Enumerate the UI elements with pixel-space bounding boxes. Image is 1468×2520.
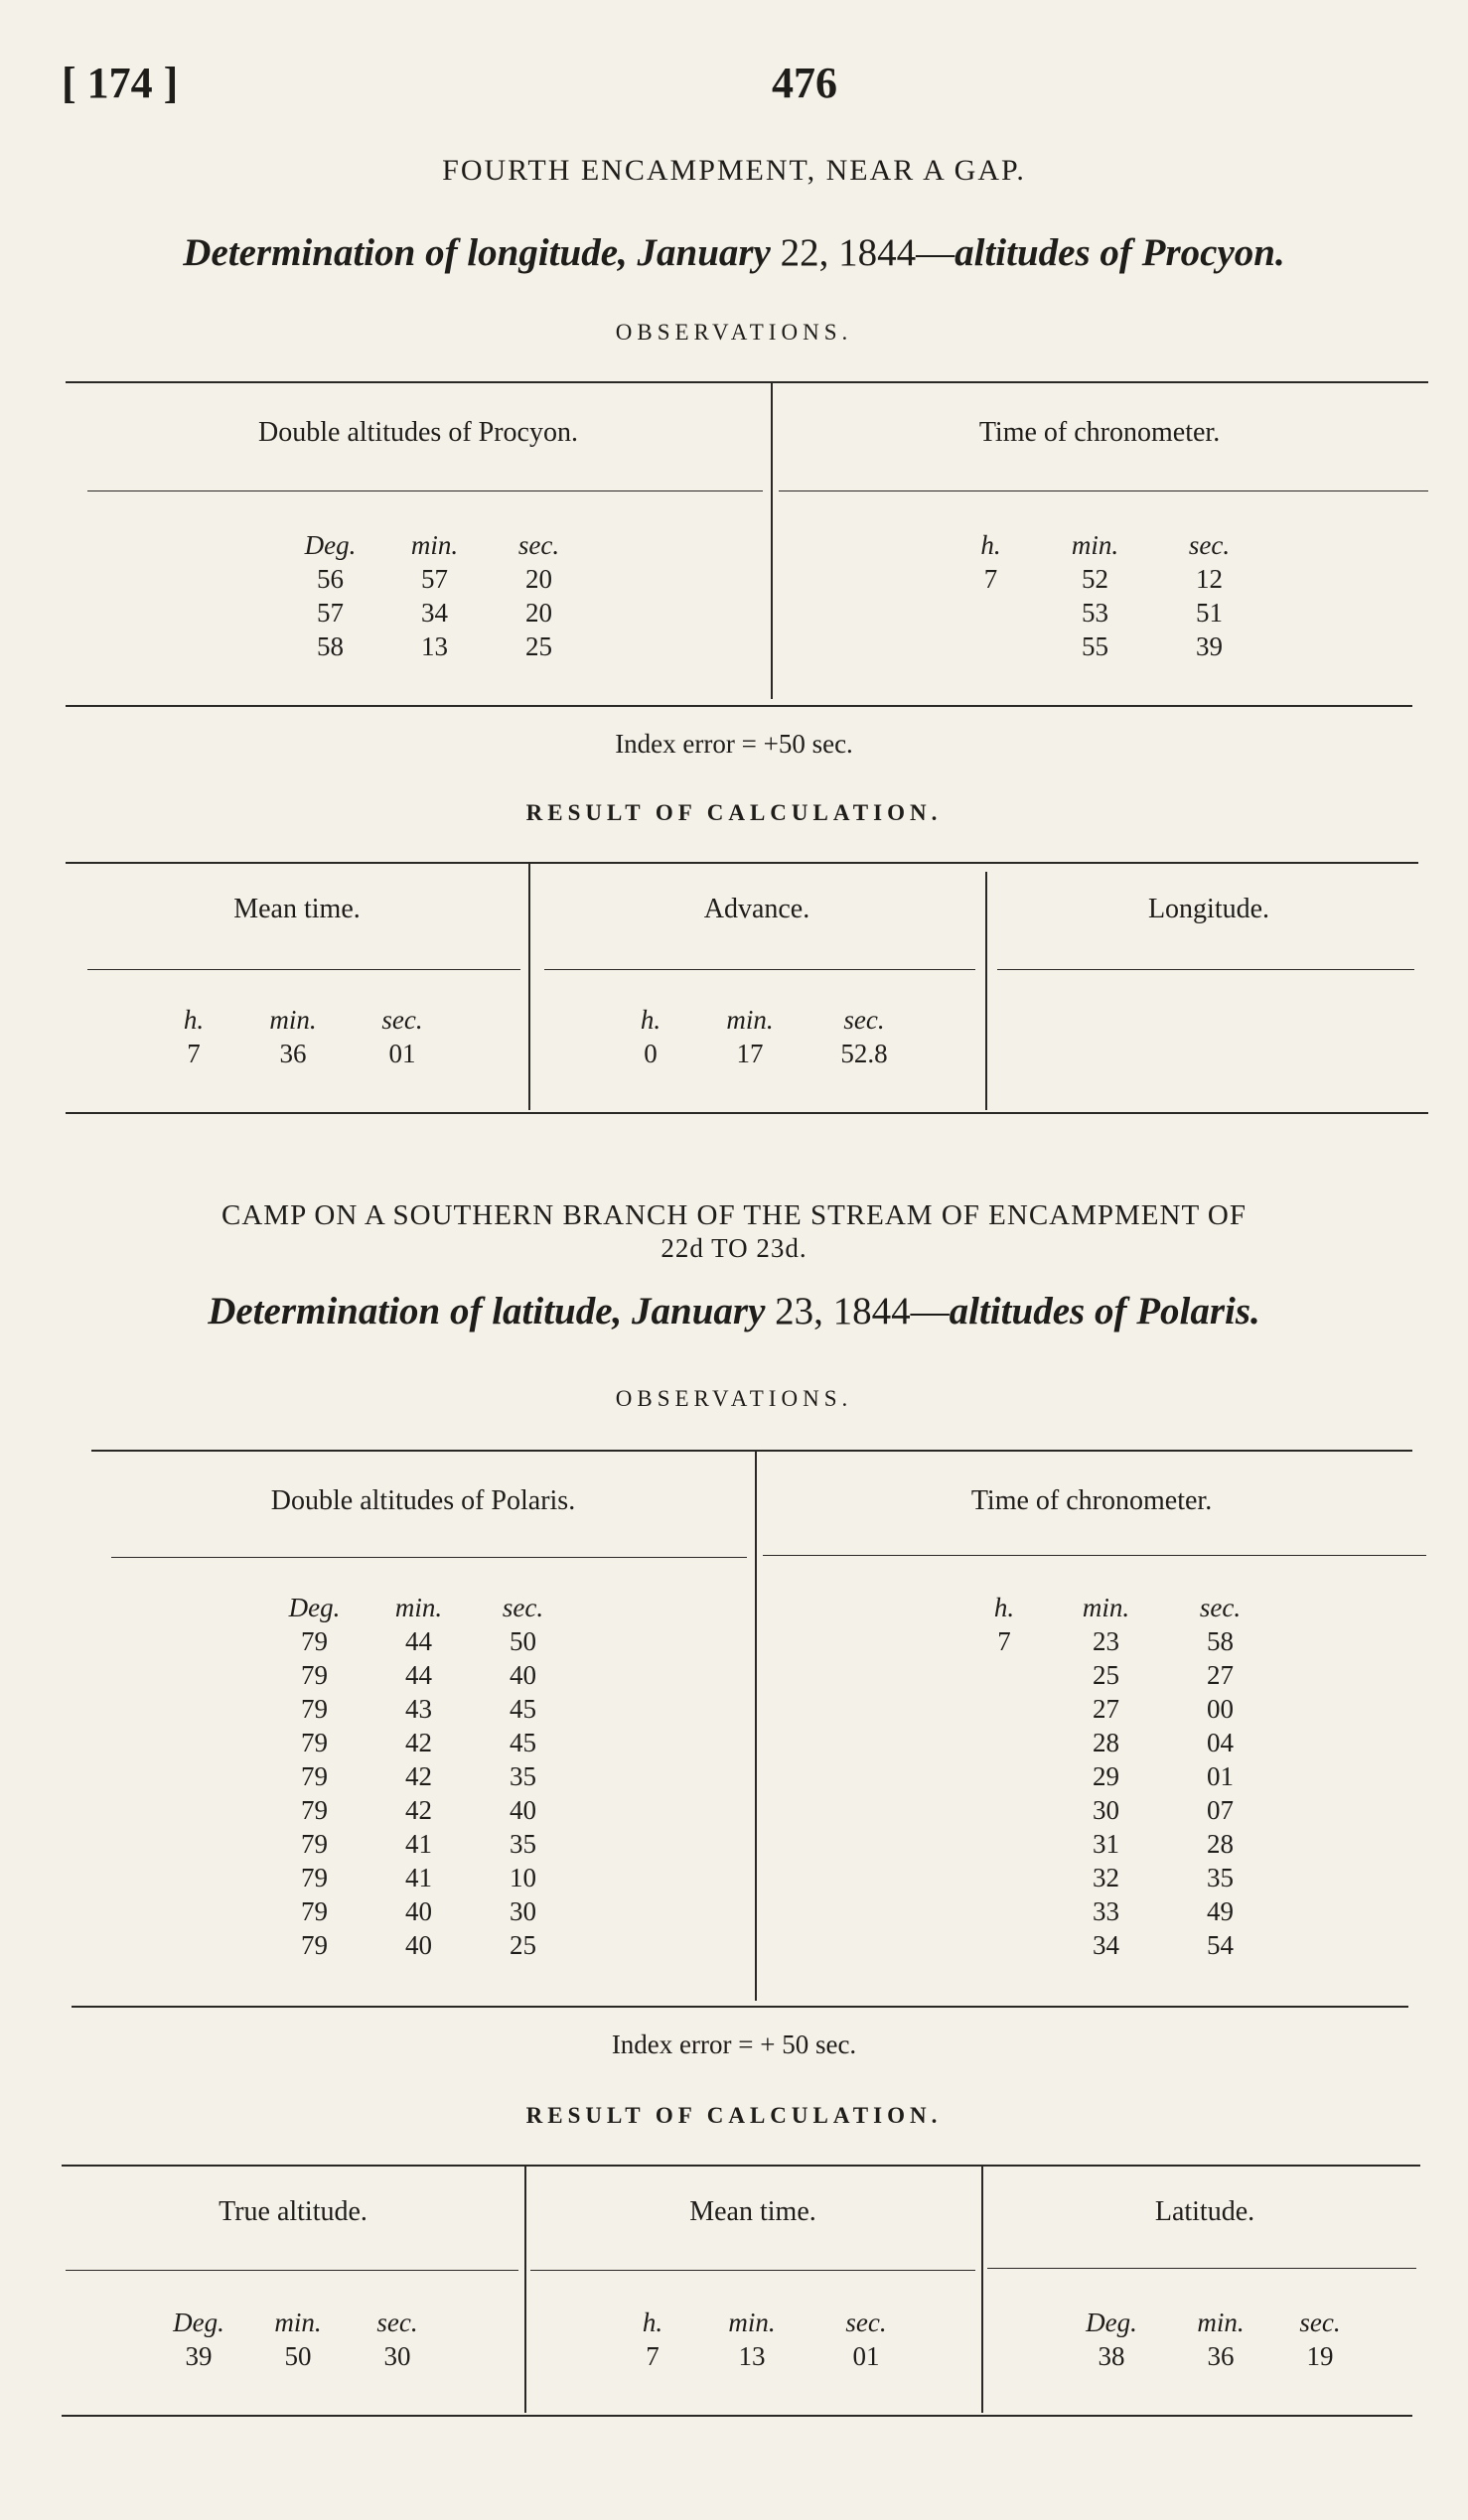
table-row <box>944 596 1266 630</box>
min-cell: 43 <box>405 1693 432 1724</box>
section2-heading-line2: 22d TO 23d. <box>661 1233 807 1263</box>
deg-cell: 79 <box>301 1895 328 1926</box>
min-cell: 42 <box>405 1760 432 1791</box>
units-row <box>959 1591 1277 1624</box>
unit-label: Deg. <box>173 2307 224 2337</box>
table-rule <box>779 490 1428 491</box>
sec-cell: 30 <box>383 2340 411 2371</box>
table-rule <box>111 1557 747 1558</box>
section1-title-part2: 22, 1844— <box>770 231 955 274</box>
unit-label: sec. <box>1199 1592 1242 1622</box>
min-cell: 32 <box>1093 1862 1119 1892</box>
sec-cell: 27 <box>1207 1659 1234 1690</box>
left-column-header: Double altitudes of Polaris. <box>270 1485 576 1516</box>
min-cell: 40 <box>405 1929 432 1960</box>
deg-cell: 79 <box>301 1862 328 1892</box>
table-rule <box>66 862 1418 864</box>
sec-cell: 12 <box>1196 563 1223 594</box>
sec-cell: 35 <box>510 1760 536 1791</box>
table-row <box>959 1692 1277 1726</box>
table-rule <box>66 2270 518 2271</box>
right-data-grid <box>944 528 1266 663</box>
section1-heading: FOURTH ENCAMPMENT, NEAR A GAP. <box>442 154 1026 187</box>
table-row <box>278 596 591 630</box>
page-number: 476 <box>772 59 837 107</box>
unit-label: Deg. <box>1086 2307 1137 2337</box>
sec-cell: 28 <box>1207 1828 1234 1859</box>
min-cell: 33 <box>1093 1895 1119 1926</box>
table-rule <box>763 1555 1426 1556</box>
unit-label: sec. <box>845 2307 887 2337</box>
sec-cell: 07 <box>1207 1794 1234 1825</box>
unit-label: min. <box>269 1004 317 1035</box>
table-row <box>262 1726 575 1759</box>
table-row <box>959 1759 1277 1793</box>
table-row <box>149 1037 457 1070</box>
unit-label: sec. <box>1299 2307 1341 2337</box>
table-row <box>262 1827 575 1861</box>
sec-cell: 20 <box>525 597 552 628</box>
section2-title-part2: 23, 1844— <box>765 1290 950 1332</box>
sec-cell: 52.8 <box>840 1038 888 1068</box>
sec-cell: 01 <box>852 2340 880 2371</box>
mean-time-header: Mean time. <box>233 894 361 924</box>
table-rule <box>66 705 1412 707</box>
unit-label: min. <box>1082 1592 1130 1622</box>
sec-cell: 00 <box>1207 1693 1234 1724</box>
true-altitude-header: True altitude. <box>219 2196 367 2227</box>
min-cell: 28 <box>1093 1727 1119 1757</box>
units-row <box>1057 2306 1365 2339</box>
sec-cell: 35 <box>510 1828 536 1859</box>
min-cell: 55 <box>1082 630 1108 661</box>
table-rule <box>91 1450 1412 1452</box>
units-row <box>606 1003 924 1037</box>
latitude-grid <box>1057 2306 1365 2373</box>
table-row <box>959 1827 1277 1861</box>
unit-label: min. <box>1071 529 1119 560</box>
sec-cell: 40 <box>510 1794 536 1825</box>
table-divider <box>755 1450 757 2001</box>
min-cell: 30 <box>1093 1794 1119 1825</box>
units-row <box>278 528 591 562</box>
unit-label: h. <box>642 2307 663 2337</box>
table-row <box>959 1894 1277 1928</box>
unit-label: sec. <box>376 2307 418 2337</box>
min-cell: 57 <box>421 563 448 594</box>
min-cell: 50 <box>284 2340 312 2371</box>
table-row <box>262 1658 575 1692</box>
units-row <box>262 1591 575 1624</box>
deg-cell: 56 <box>317 563 344 594</box>
table-row <box>606 1037 924 1070</box>
sec-cell: 25 <box>525 630 552 661</box>
table-rule <box>997 969 1414 970</box>
h-cell: 7 <box>997 1625 1011 1656</box>
units-row <box>149 1003 457 1037</box>
min-cell: 34 <box>421 597 448 628</box>
h-cell: 7 <box>187 1038 201 1068</box>
unit-label: h. <box>980 529 1001 560</box>
deg-cell: 79 <box>301 1693 328 1724</box>
table-row <box>1057 2339 1365 2373</box>
deg-cell: 79 <box>301 1929 328 1960</box>
min-cell: 44 <box>405 1659 432 1690</box>
min-cell: 52 <box>1082 563 1108 594</box>
unit-label: min. <box>1197 2307 1245 2337</box>
deg-cell: 38 <box>1098 2340 1125 2371</box>
section1-result-label: RESULT OF CALCULATION. <box>525 800 943 825</box>
section2-title-part1: Determination of latitude, January <box>208 1290 766 1332</box>
table-row <box>959 1658 1277 1692</box>
min-cell: 40 <box>405 1895 432 1926</box>
deg-cell: 39 <box>185 2340 213 2371</box>
mean-time-grid <box>608 2306 926 2373</box>
unit-label: sec. <box>1188 529 1231 560</box>
table-rule <box>62 2165 1420 2167</box>
advance-grid <box>606 1003 924 1070</box>
sec-cell: 20 <box>525 563 552 594</box>
table-row <box>262 1861 575 1894</box>
sec-cell: 39 <box>1196 630 1223 661</box>
table-row <box>944 630 1266 663</box>
table-row <box>262 1928 575 1962</box>
table-rule <box>62 2415 1412 2417</box>
table-row <box>278 630 591 663</box>
unit-label: Deg. <box>288 1592 341 1622</box>
table-row <box>149 2339 447 2373</box>
unit-label: h. <box>640 1004 661 1035</box>
longitude-header: Longitude. <box>1147 894 1270 924</box>
table-row <box>262 1894 575 1928</box>
unit-label: min. <box>274 2307 322 2337</box>
h-cell: 0 <box>644 1038 658 1068</box>
min-cell: 42 <box>405 1727 432 1757</box>
sec-cell: 25 <box>510 1929 536 1960</box>
section2-index-error: Index error = + 50 sec. <box>611 2030 857 2059</box>
table-rule <box>987 2268 1416 2269</box>
deg-cell: 79 <box>301 1659 328 1690</box>
table-row <box>959 1624 1277 1658</box>
sec-cell: 35 <box>1207 1862 1234 1892</box>
table-row <box>959 1726 1277 1759</box>
sec-cell: 30 <box>510 1895 536 1926</box>
min-cell: 25 <box>1093 1659 1119 1690</box>
unit-label: sec. <box>517 529 560 560</box>
section1-title-part1: Determination of longitude, January <box>183 231 771 274</box>
min-cell: 13 <box>421 630 448 661</box>
sec-cell: 10 <box>510 1862 536 1892</box>
latitude-header: Latitude. <box>1154 2196 1255 2227</box>
min-cell: 27 <box>1093 1693 1119 1724</box>
right-data-grid <box>959 1591 1277 1962</box>
min-cell: 53 <box>1082 597 1108 628</box>
section2-observations-label: OBSERVATIONS. <box>615 1386 853 1411</box>
table-rule <box>87 969 520 970</box>
sec-cell: 51 <box>1196 597 1223 628</box>
min-cell: 23 <box>1093 1625 1119 1656</box>
deg-cell: 79 <box>301 1794 328 1825</box>
section2-title <box>0 1289 1468 1333</box>
section1-observations-label: OBSERVATIONS. <box>615 320 853 345</box>
right-column-header: Time of chronometer. <box>978 417 1221 448</box>
table-rule <box>72 2006 1408 2008</box>
min-cell: 41 <box>405 1862 432 1892</box>
table-row <box>608 2339 926 2373</box>
table-row <box>959 1861 1277 1894</box>
min-cell: 36 <box>279 1038 307 1068</box>
mean-time-header: Mean time. <box>689 2196 816 2227</box>
unit-label: min. <box>394 1592 443 1622</box>
table-rule <box>544 969 975 970</box>
table-rule <box>66 1112 1428 1114</box>
sec-cell: 49 <box>1207 1895 1234 1926</box>
advance-header: Advance. <box>703 894 810 924</box>
table-row <box>278 562 591 596</box>
sec-cell: 50 <box>510 1625 536 1656</box>
section2-heading-line1: CAMP ON A SOUTHERN BRANCH OF THE STREAM OF ENCAMPMENT OF <box>221 1199 1247 1231</box>
sec-cell: 01 <box>388 1038 416 1068</box>
deg-cell: 79 <box>301 1760 328 1791</box>
unit-label: Deg. <box>304 529 357 560</box>
min-cell: 36 <box>1207 2340 1235 2371</box>
table-rule <box>87 490 763 491</box>
deg-cell: 57 <box>317 597 344 628</box>
min-cell: 13 <box>738 2340 766 2371</box>
units-row <box>608 2306 926 2339</box>
unit-label: h. <box>993 1592 1015 1622</box>
deg-cell: 79 <box>301 1625 328 1656</box>
table-row <box>944 562 1266 596</box>
unit-label: h. <box>183 1004 205 1035</box>
unit-label: sec. <box>502 1592 544 1622</box>
section2-title-part3: altitudes of <box>949 1290 1137 1332</box>
deg-cell: 79 <box>301 1828 328 1859</box>
unit-label: sec. <box>381 1004 423 1035</box>
page-header <box>0 48 1468 117</box>
sec-cell: 45 <box>510 1727 536 1757</box>
sec-cell: 40 <box>510 1659 536 1690</box>
section1-title-star: Procyon. <box>1141 231 1285 274</box>
true-altitude-grid <box>149 2306 447 2373</box>
h-cell: 7 <box>646 2340 660 2371</box>
unit-label: sec. <box>843 1004 885 1035</box>
left-column-header: Double altitudes of Procyon. <box>258 417 578 448</box>
section1-title-part3: altitudes of <box>954 231 1142 274</box>
table-rule <box>530 2270 975 2271</box>
h-cell: 7 <box>983 563 998 594</box>
unit-label: min. <box>726 1004 774 1035</box>
table-row <box>959 1793 1277 1827</box>
min-cell: 41 <box>405 1828 432 1859</box>
sec-cell: 19 <box>1306 2340 1334 2371</box>
unit-label: min. <box>728 2307 776 2337</box>
bracket-page-number: [ 174 ] <box>62 59 179 107</box>
section1-index-error: Index error = +50 sec. <box>615 729 853 759</box>
deg-cell: 58 <box>317 630 344 661</box>
mean-time-grid <box>149 1003 457 1070</box>
table-row <box>262 1624 575 1658</box>
sec-cell: 54 <box>1207 1929 1234 1960</box>
section2-result-label: RESULT OF CALCULATION. <box>525 2103 943 2128</box>
unit-label: min. <box>410 529 459 560</box>
left-data-grid <box>262 1591 575 1962</box>
min-cell: 31 <box>1093 1828 1119 1859</box>
units-row <box>944 528 1266 562</box>
deg-cell: 79 <box>301 1727 328 1757</box>
table-row <box>262 1692 575 1726</box>
sec-cell: 58 <box>1207 1625 1234 1656</box>
min-cell: 42 <box>405 1794 432 1825</box>
sec-cell: 04 <box>1207 1727 1234 1757</box>
min-cell: 44 <box>405 1625 432 1656</box>
section2-title-star: Polaris. <box>1136 1290 1260 1332</box>
sec-cell: 01 <box>1207 1760 1234 1791</box>
left-data-grid <box>278 528 591 663</box>
section1-title <box>0 230 1468 275</box>
min-cell: 29 <box>1093 1760 1119 1791</box>
table-row <box>262 1793 575 1827</box>
units-row <box>149 2306 447 2339</box>
right-column-header: Time of chronometer. <box>970 1485 1213 1516</box>
table-row <box>959 1928 1277 1962</box>
table-rule <box>66 381 1428 383</box>
min-cell: 17 <box>736 1038 764 1068</box>
table-row <box>262 1759 575 1793</box>
sec-cell: 45 <box>510 1693 536 1724</box>
min-cell: 34 <box>1093 1929 1119 1960</box>
